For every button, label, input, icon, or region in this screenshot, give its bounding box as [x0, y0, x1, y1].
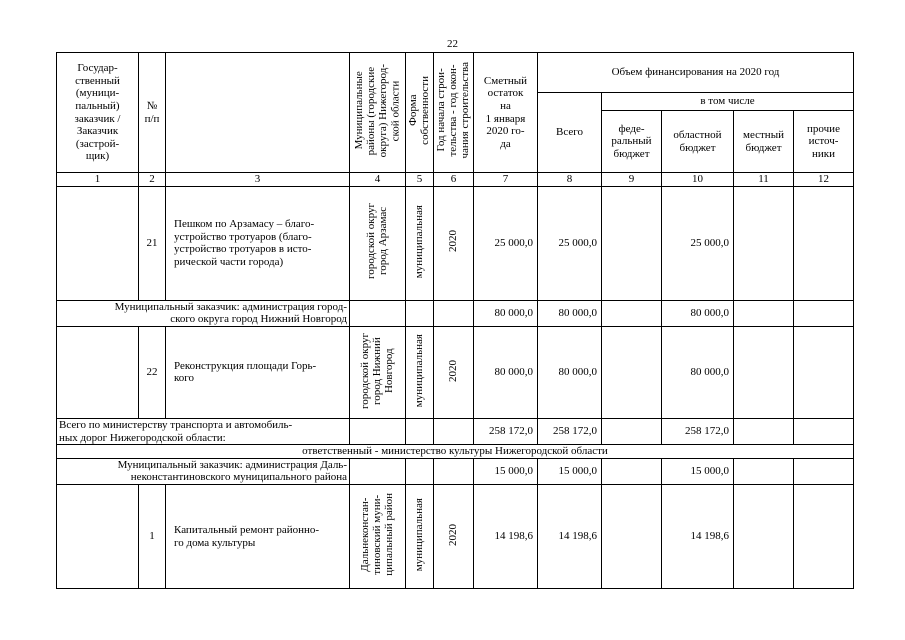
table-row — [57, 485, 854, 589]
total-value: 258 172,0 — [538, 418, 602, 444]
section-row — [57, 445, 854, 459]
section-title: ответственный - министерство культуры Нижегородской области — [57, 445, 854, 459]
colnum: 8 — [538, 173, 602, 187]
header-balance: Сметный остаток на 1 января 2020 го- да — [474, 53, 538, 173]
balance-value: 25 000,0 — [474, 186, 538, 300]
total-value: 15 000,0 — [538, 458, 602, 484]
balance-value: 80 000,0 — [474, 326, 538, 418]
table-row — [57, 186, 854, 300]
balance-value: 258 172,0 — [474, 418, 538, 444]
regional-value: 80 000,0 — [662, 326, 734, 418]
colnum: 9 — [602, 173, 662, 187]
colnum: 1 — [57, 173, 139, 187]
colnum: 2 — [139, 173, 166, 187]
financing-table — [56, 52, 854, 589]
regional-value: 258 172,0 — [662, 418, 734, 444]
district: Дальнеконстан- тиновский муни- ципальный район — [350, 485, 406, 589]
table-row — [57, 300, 854, 326]
year: 2020 — [434, 326, 474, 418]
header-ownership: Форма собственности — [406, 53, 434, 173]
year: 2020 — [434, 485, 474, 589]
balance-value: 14 198,6 — [474, 485, 538, 589]
total-value: 14 198,6 — [538, 485, 602, 589]
year: 2020 — [434, 186, 474, 300]
header-other: прочие источ- ники — [794, 111, 854, 173]
total-value: 80 000,0 — [538, 326, 602, 418]
colnum: 11 — [734, 173, 794, 187]
regional-value: 25 000,0 — [662, 186, 734, 300]
ownership: муниципальная — [406, 186, 434, 300]
total-value: 80 000,0 — [538, 300, 602, 326]
customer-label: Муниципальный заказчик: администрация Даль- неконстантиновского муниципального района — [57, 458, 350, 484]
regional-value: 14 198,6 — [662, 485, 734, 589]
object-name: Капитальный ремонт районно- го дома культуры — [166, 485, 350, 589]
header-funding: Объем финансирования на 2020 год — [538, 53, 854, 93]
district: городской округ город Арзамас — [350, 186, 406, 300]
row-number: 1 — [139, 485, 166, 589]
district: городской округ город Нижний Новгород — [350, 326, 406, 418]
regional-value: 80 000,0 — [662, 300, 734, 326]
ministry-total-label: Всего по министерству транспорта и автомобиль- ных дорог Нижегородской области: — [57, 418, 350, 444]
table-row — [57, 326, 854, 418]
regional-value: 15 000,0 — [662, 458, 734, 484]
colnum: 3 — [166, 173, 350, 187]
header-customer: Государ- ственный (муници- пальный) заказчик / Заказчик (застрой- щик) — [57, 53, 139, 173]
colnum: 6 — [434, 173, 474, 187]
colnum: 7 — [474, 173, 538, 187]
ownership: муниципальная — [406, 326, 434, 418]
colnum: 5 — [406, 173, 434, 187]
colnum: 12 — [794, 173, 854, 187]
header-number: № п/п — [139, 53, 166, 173]
balance-value: 15 000,0 — [474, 458, 538, 484]
header-years: Год начала строи- тельства - год окон- чания строительства — [434, 53, 474, 173]
header-federal: феде- ральный бюджет — [602, 111, 662, 173]
row-number: 22 — [139, 326, 166, 418]
header-regional: областной бюджет — [662, 111, 734, 173]
table-row — [57, 418, 854, 444]
header-total: Всего — [538, 93, 602, 173]
row-number: 21 — [139, 186, 166, 300]
customer-label: Муниципальный заказчик: администрация город- ского округа город Нижний Новгород — [57, 300, 350, 326]
header-object — [166, 53, 350, 173]
balance-value: 80 000,0 — [474, 300, 538, 326]
header-including: в том числе — [602, 93, 854, 111]
total-value: 25 000,0 — [538, 186, 602, 300]
colnum: 4 — [350, 173, 406, 187]
page-number: 22 — [447, 38, 458, 50]
ownership: муниципальная — [406, 485, 434, 589]
colnum: 10 — [662, 173, 734, 187]
header-local: местный бюджет — [734, 111, 794, 173]
object-name: Пешком по Арзамасу – благо- устройство тротуаров (благо- устройство тротуаров в исто- рической части города) — [166, 186, 350, 300]
header-district: Муниципальные районы (городские округа) Нижегород- ской области — [350, 53, 406, 173]
table-row — [57, 458, 854, 484]
object-name: Реконструкция площади Горь- кого — [166, 326, 350, 418]
